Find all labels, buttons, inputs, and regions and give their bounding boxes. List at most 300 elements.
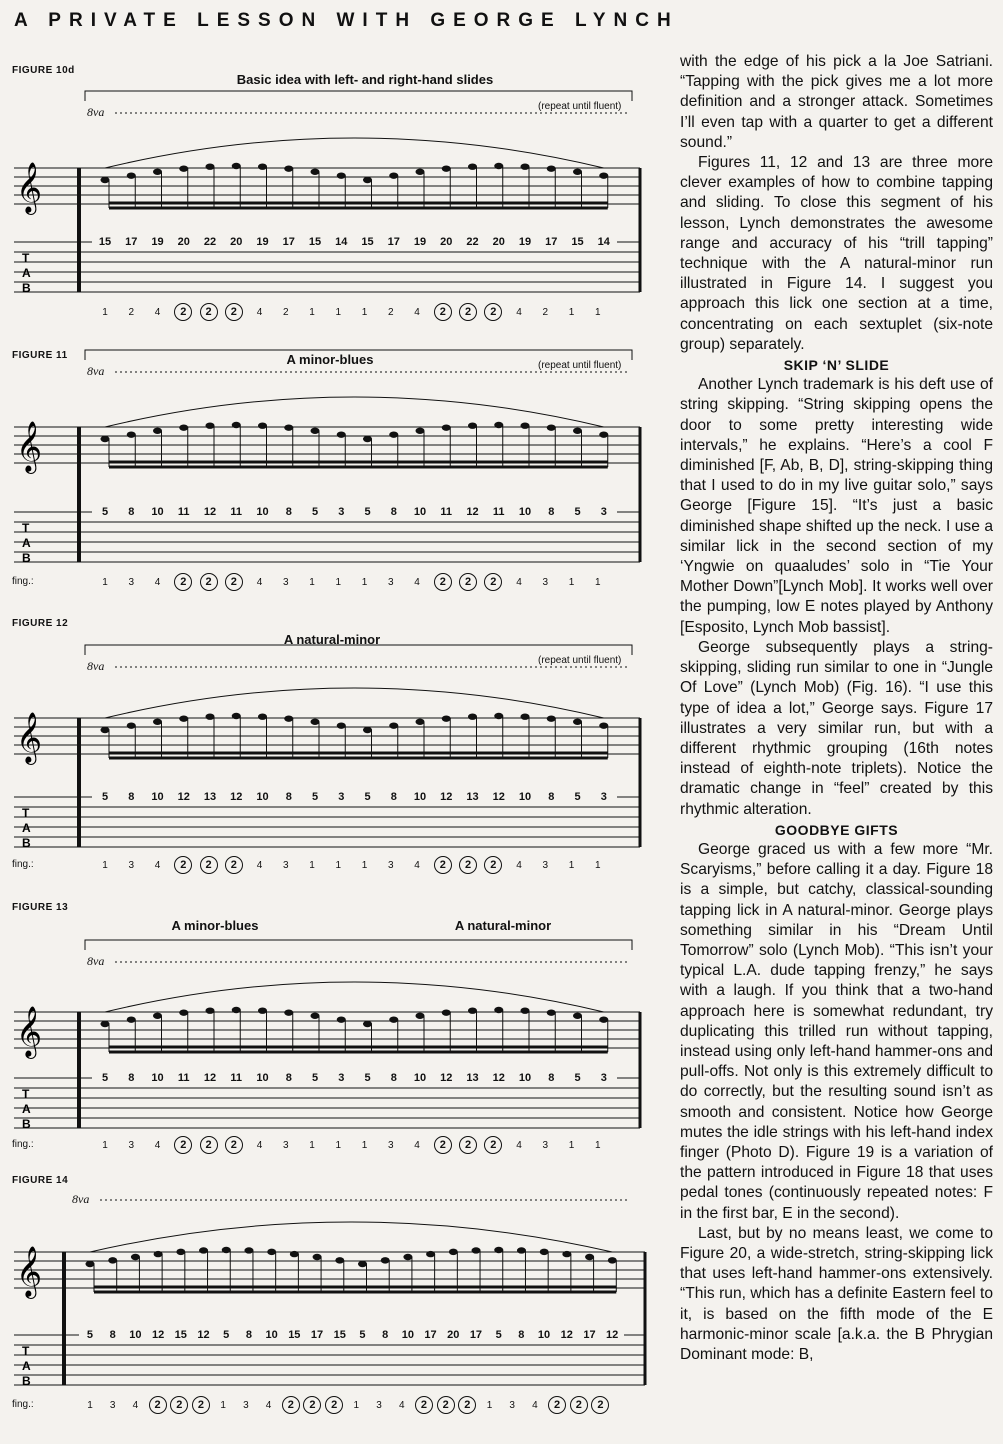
tab-number: 8 bbox=[381, 506, 407, 518]
tab-letter: T bbox=[22, 1344, 30, 1358]
fingering-number: 3 bbox=[282, 1139, 289, 1151]
note-head bbox=[127, 172, 136, 178]
fingering-number: 3 bbox=[282, 576, 289, 588]
tab-number: 10 bbox=[249, 791, 275, 803]
tab-number: 5 bbox=[351, 1329, 374, 1341]
fingering-number: 1 bbox=[353, 1399, 360, 1411]
note-head bbox=[416, 1013, 425, 1019]
slur bbox=[105, 138, 604, 168]
tab-number: 8 bbox=[538, 1072, 564, 1084]
note-head bbox=[86, 1261, 95, 1267]
tab-number: 10 bbox=[144, 1072, 170, 1084]
fingering-number: 1 bbox=[361, 1139, 368, 1151]
note-head bbox=[179, 1009, 188, 1015]
tab-number: 5 bbox=[487, 1329, 510, 1341]
note-head bbox=[599, 431, 608, 437]
figure-label: FIGURE 13 bbox=[12, 902, 69, 913]
tab-number: 5 bbox=[564, 1072, 590, 1084]
fingering-number: 2 bbox=[170, 1396, 188, 1414]
tab-letter: B bbox=[22, 836, 31, 850]
fingering-label: fing.: bbox=[12, 1399, 34, 1410]
tab-number: 20 bbox=[433, 236, 459, 248]
note-head bbox=[127, 431, 136, 437]
note-head bbox=[206, 713, 215, 719]
tab-number: 5 bbox=[354, 791, 380, 803]
figure-title: Basic idea with left- and right-hand slides bbox=[236, 72, 494, 87]
tab-letter: B bbox=[22, 1117, 31, 1131]
fingering-number: 2 bbox=[200, 573, 218, 591]
tab-number: 15 bbox=[564, 236, 590, 248]
note-head bbox=[337, 172, 346, 178]
tab-number: 5 bbox=[564, 791, 590, 803]
fingering-number: 2 bbox=[437, 1396, 455, 1414]
tab-number: 3 bbox=[591, 1072, 617, 1084]
fingering-label: fing.: bbox=[12, 1139, 34, 1150]
note-head bbox=[521, 713, 530, 719]
fingering-number: 2 bbox=[458, 1396, 476, 1414]
note-head bbox=[521, 422, 530, 428]
fingering-number: 1 bbox=[594, 306, 601, 318]
note-head bbox=[284, 165, 293, 171]
fingering-number: 3 bbox=[128, 1139, 135, 1151]
tab-number: 12 bbox=[486, 791, 512, 803]
tab-letter: T bbox=[22, 1087, 30, 1101]
note-head bbox=[468, 163, 477, 169]
fingering-number: 2 bbox=[459, 1136, 477, 1154]
tab-numbers bbox=[92, 506, 617, 518]
note-head bbox=[284, 424, 293, 430]
fingering-number: 1 bbox=[309, 576, 315, 588]
fingering-number: 2 bbox=[434, 1136, 452, 1154]
note-head bbox=[363, 1021, 372, 1027]
tab-number: 10 bbox=[124, 1329, 147, 1341]
paragraph: George graced us with a few more “Mr. Scaryisms,” before calling it a day. Figure 18 is a simple, but catchy, classical-sounding tapping lick in A natural-minor. George plays something similar in his “Dream Until Tomorrow” solo (Lynch Mob). “This isn’t your typical L.A. dude tapping frenzy,” he says with a laugh. If you think that a two-hand approach here is somewhat redundant, try duplicating this trilled run without tapping, instead using only left-hand hammer-ons and pull-offs. Not only is this extremely difficult to do correctly, but the resulting sound isn’t as smooth and consistent. Notice how George mutes the idle strings with his left-hand index finger (Photo D). Figure 19 is a variation of the pattern introduced in Figure 18 that uses pedal tones (continuously repeated notes: F in the first bar, E in the second). bbox=[680, 840, 993, 1222]
fingering-number: 2 bbox=[225, 303, 243, 321]
note-head bbox=[363, 177, 372, 183]
fingering-number: 1 bbox=[102, 1139, 108, 1151]
note-head bbox=[585, 1254, 594, 1260]
fingering-number: 1 bbox=[594, 1139, 601, 1151]
repeat-instruction: (repeat until fluent) bbox=[538, 101, 622, 112]
note-head bbox=[108, 1257, 117, 1263]
note-head bbox=[599, 172, 608, 178]
tab-number: 11 bbox=[171, 1072, 197, 1084]
tab-number: 8 bbox=[118, 1072, 144, 1084]
note-head bbox=[416, 169, 425, 175]
slur bbox=[90, 1222, 612, 1252]
fingering-number: 2 bbox=[128, 306, 135, 318]
fingering-number: 2 bbox=[459, 303, 477, 321]
tab-number: 15 bbox=[92, 236, 118, 248]
note-head bbox=[449, 1249, 458, 1255]
tab-number: 8 bbox=[276, 506, 302, 518]
fingering-number: 3 bbox=[376, 1399, 382, 1411]
fingering-number: 2 bbox=[459, 856, 477, 874]
tab-number: 11 bbox=[223, 506, 249, 518]
tab-number: 5 bbox=[564, 506, 590, 518]
octava-mark: 8va bbox=[87, 659, 105, 673]
fingering-number: 1 bbox=[594, 576, 601, 588]
fingering-number: 3 bbox=[243, 1399, 249, 1411]
note-head bbox=[311, 428, 320, 434]
tab-letter: A bbox=[22, 821, 31, 835]
tab-number: 10 bbox=[512, 1072, 538, 1084]
octava-mark: 8va bbox=[72, 1192, 90, 1206]
note-head bbox=[573, 1013, 582, 1019]
note-head bbox=[153, 169, 162, 175]
tab-letter: A bbox=[22, 1102, 31, 1116]
tab-number: 22 bbox=[197, 236, 223, 248]
fingering-label: fing.: bbox=[12, 859, 34, 870]
tab-number: 3 bbox=[328, 1072, 354, 1084]
note-head bbox=[311, 719, 320, 725]
fingering-number: 2 bbox=[548, 1396, 566, 1414]
fingering-number: 1 bbox=[309, 1139, 315, 1151]
note-head bbox=[468, 713, 477, 719]
octava-mark: 8va bbox=[87, 954, 105, 968]
note-head bbox=[573, 169, 582, 175]
note-head bbox=[290, 1251, 299, 1257]
fingering-number: 4 bbox=[516, 1139, 522, 1151]
tab-number: 5 bbox=[302, 506, 328, 518]
treble-clef: 𝄞 bbox=[16, 712, 43, 763]
tab-number: 14 bbox=[328, 236, 354, 248]
tab-number: 11 bbox=[486, 506, 512, 518]
tab-letter: T bbox=[22, 251, 30, 265]
tab-number: 12 bbox=[223, 791, 249, 803]
section-heading: GOODBYE GIFTS bbox=[774, 821, 899, 838]
note-head bbox=[521, 163, 530, 169]
fingering-row bbox=[92, 573, 611, 591]
note-head bbox=[313, 1254, 322, 1260]
fingering-number: 3 bbox=[109, 1399, 116, 1411]
tab-number: 12 bbox=[192, 1329, 215, 1341]
tab-number: 17 bbox=[276, 236, 302, 248]
tab-number: 5 bbox=[92, 506, 118, 518]
tab-number: 17 bbox=[578, 1329, 601, 1341]
note-head bbox=[547, 165, 556, 171]
fingering-number: 4 bbox=[516, 576, 522, 588]
fingering-number: 4 bbox=[132, 1399, 139, 1411]
article-text bbox=[680, 52, 993, 1365]
note-head bbox=[127, 722, 136, 728]
tab-number: 5 bbox=[92, 1072, 118, 1084]
fingering-number: 4 bbox=[414, 306, 420, 318]
figure-label: FIGURE 11 bbox=[12, 350, 68, 361]
fingering-number: 4 bbox=[256, 576, 263, 588]
note-head bbox=[494, 1247, 503, 1253]
note-head bbox=[472, 1247, 481, 1253]
paragraph: George subsequently plays a string-skipping, sliding run similar to one in “Jungle Of Love” (Lynch Mob) (Fig. 16). “I use this type of idea a lot,” George says. Figure 17 illustrates a very similar run, but with a different rhythmic grouping (16th notes instead of eighth-note triplets). Notice the dramatic change in “feel” created by this rhythmic alteration. bbox=[680, 638, 993, 818]
tab-number: 20 bbox=[486, 236, 512, 248]
tab-number: 19 bbox=[512, 236, 538, 248]
fingering-number: 2 bbox=[542, 306, 549, 318]
note-head bbox=[258, 1007, 267, 1013]
note-head bbox=[232, 1007, 241, 1013]
note-head bbox=[599, 722, 608, 728]
fingering-number: 2 bbox=[303, 1396, 321, 1414]
tab-number: 17 bbox=[465, 1329, 488, 1341]
note-head bbox=[468, 422, 477, 428]
fingering-number: 2 bbox=[192, 1396, 210, 1414]
tab-number: 8 bbox=[381, 791, 407, 803]
slur bbox=[105, 982, 604, 1012]
tab-number: 12 bbox=[555, 1329, 578, 1341]
note-head bbox=[284, 715, 293, 721]
fingering-number: 1 bbox=[220, 1399, 226, 1411]
figure-title: A minor-blues bbox=[286, 352, 374, 367]
tab-number: 5 bbox=[215, 1329, 238, 1341]
tab-number: 12 bbox=[601, 1329, 624, 1341]
fingering-number: 4 bbox=[265, 1399, 272, 1411]
paragraph: Another Lynch trademark is his deft use of string skipping. “String skipping opens the door to some pretty interesting wide intervals,” he explains. “Here’s a cool F diminished [F, Ab, B, D], string-skipping thing that I used to do in my live guitar solo,” says George [Figure 15]. “It’s just a basic diminished shape shifted up the neck. I use a similar lick in the second section of my ‘Yngwie on quaaludes’ solo in “Tie Your Mother Down”[Lynch Mob]. It works well over the pumping, low E notes played by Anthony [Esposito, Lynch Mob bassist]. bbox=[680, 376, 993, 636]
fingering-number: 3 bbox=[387, 576, 394, 588]
tab-number: 19 bbox=[144, 236, 170, 248]
fingering-number: 2 bbox=[434, 856, 452, 874]
fingering-number: 2 bbox=[484, 856, 502, 874]
fingering-number: 4 bbox=[256, 306, 263, 318]
tab-number: 14 bbox=[591, 236, 617, 248]
note-head bbox=[335, 1257, 344, 1263]
note-head bbox=[179, 715, 188, 721]
note-head bbox=[311, 169, 320, 175]
treble-clef: 𝄞 bbox=[16, 421, 43, 472]
note-head bbox=[442, 715, 451, 721]
note-head bbox=[426, 1251, 435, 1257]
tab-number: 15 bbox=[302, 236, 328, 248]
fingering-label: fing.: bbox=[12, 576, 34, 587]
fingering-number: 4 bbox=[414, 859, 420, 871]
figure-title: A minor-blues bbox=[171, 918, 259, 933]
fingering-number: 1 bbox=[335, 576, 342, 588]
tab-number: 17 bbox=[419, 1329, 442, 1341]
fingering-row bbox=[92, 303, 611, 321]
fingering-number: 1 bbox=[102, 306, 108, 318]
octava-mark: 8va bbox=[87, 364, 105, 378]
tab-number: 3 bbox=[591, 506, 617, 518]
note-head bbox=[494, 1007, 503, 1013]
tab-number: 8 bbox=[374, 1329, 397, 1341]
tab-number: 8 bbox=[538, 791, 564, 803]
fingering-number: 2 bbox=[484, 1136, 502, 1154]
tab-number: 11 bbox=[223, 1072, 249, 1084]
tab-letter: B bbox=[22, 1374, 31, 1388]
fingering-number: 4 bbox=[154, 1139, 161, 1151]
note-head bbox=[389, 172, 398, 178]
fingering-number: 1 bbox=[102, 576, 108, 588]
tab-number: 10 bbox=[144, 506, 170, 518]
tab-number: 20 bbox=[442, 1329, 465, 1341]
figure-label: FIGURE 12 bbox=[12, 618, 69, 629]
note-head bbox=[442, 1009, 451, 1015]
note-head bbox=[337, 1016, 346, 1022]
bracket-line bbox=[85, 940, 632, 950]
slur bbox=[105, 688, 604, 718]
fingering-number: 1 bbox=[568, 576, 575, 588]
fingering-number: 2 bbox=[387, 306, 394, 318]
note-head bbox=[232, 422, 241, 428]
note-head bbox=[258, 422, 267, 428]
fingering-number: 1 bbox=[87, 1399, 93, 1411]
note-head bbox=[127, 1016, 136, 1022]
fingering-number: 2 bbox=[570, 1396, 588, 1414]
note-head bbox=[311, 1013, 320, 1019]
fingering-number: 3 bbox=[387, 1139, 394, 1151]
tab-numbers bbox=[92, 236, 617, 248]
note-head bbox=[599, 1016, 608, 1022]
tab-number: 8 bbox=[381, 1072, 407, 1084]
note-head bbox=[258, 713, 267, 719]
note-head bbox=[389, 722, 398, 728]
note-head bbox=[358, 1261, 367, 1267]
fingering-number: 1 bbox=[335, 306, 342, 318]
tab-number: 3 bbox=[591, 791, 617, 803]
octava-mark: 8va bbox=[87, 105, 105, 119]
fingering-number: 2 bbox=[174, 303, 192, 321]
fingering-number: 3 bbox=[128, 859, 135, 871]
fingering-number: 4 bbox=[398, 1399, 405, 1411]
tab-number: 15 bbox=[328, 1329, 351, 1341]
note-head bbox=[153, 719, 162, 725]
fingering-row bbox=[92, 1136, 611, 1154]
tab-letter: B bbox=[22, 551, 31, 565]
tab-number: 13 bbox=[459, 1072, 485, 1084]
note-head bbox=[389, 1016, 398, 1022]
fingering-number: 1 bbox=[309, 859, 315, 871]
tab-letter: A bbox=[22, 1359, 31, 1373]
tab-number: 8 bbox=[538, 506, 564, 518]
tab-number: 17 bbox=[306, 1329, 329, 1341]
fingering-number: 3 bbox=[282, 859, 289, 871]
tab-number: 5 bbox=[92, 791, 118, 803]
repeat-instruction: (repeat until fluent) bbox=[538, 360, 622, 371]
tab-number: 12 bbox=[171, 791, 197, 803]
tab-number: 17 bbox=[118, 236, 144, 248]
tab-numbers bbox=[79, 1329, 624, 1341]
fingering-number: 1 bbox=[568, 859, 575, 871]
tab-numbers bbox=[92, 791, 617, 803]
note-head bbox=[363, 436, 372, 442]
tab-numbers bbox=[92, 1072, 617, 1084]
tab-number: 8 bbox=[510, 1329, 533, 1341]
note-head bbox=[608, 1257, 617, 1263]
tab-number: 5 bbox=[302, 1072, 328, 1084]
note-head bbox=[101, 727, 110, 733]
fingering-number: 2 bbox=[415, 1396, 433, 1414]
paragraph: Last, but by no means least, we come to Figure 20, a wide-stretch, string-skipping lick that uses left-hand hammer-ons extensively. “This run, which has a definite Eastern feel to it, is based on the fifth mode of the E harmonic-minor scale [a.k.a. the B Phrygian Dominant mode: B, bbox=[680, 1224, 993, 1363]
note-head bbox=[416, 428, 425, 434]
note-head bbox=[131, 1254, 140, 1260]
tab-number: 10 bbox=[407, 506, 433, 518]
note-head bbox=[206, 163, 215, 169]
note-head bbox=[232, 713, 241, 719]
note-head bbox=[562, 1251, 571, 1257]
note-head bbox=[517, 1247, 526, 1253]
tab-number: 5 bbox=[354, 1072, 380, 1084]
treble-clef: 𝄞 bbox=[16, 162, 43, 213]
fingering-number: 2 bbox=[200, 856, 218, 874]
tab-number: 12 bbox=[197, 506, 223, 518]
note-head bbox=[258, 163, 267, 169]
paragraph: with the edge of his pick a la Joe Satriani. “Tapping with the pick gives me a lot more definition and a stronger attack. Sometimes I’ll even tap with a quarter to get a different sound.” bbox=[680, 53, 993, 151]
fingering-number: 4 bbox=[154, 576, 161, 588]
tab-number: 8 bbox=[276, 791, 302, 803]
tab-letter: T bbox=[22, 806, 30, 820]
fingering-number: 4 bbox=[516, 306, 522, 318]
note-head bbox=[547, 715, 556, 721]
fingering-number: 1 bbox=[568, 306, 575, 318]
fingering-number: 1 bbox=[335, 859, 342, 871]
tab-number: 12 bbox=[433, 1072, 459, 1084]
tab-number: 15 bbox=[354, 236, 380, 248]
note-head bbox=[222, 1247, 231, 1253]
fingering-number: 4 bbox=[256, 1139, 263, 1151]
note-head bbox=[337, 722, 346, 728]
note-head bbox=[179, 165, 188, 171]
fingering-number: 2 bbox=[200, 1136, 218, 1154]
fingering-number: 1 bbox=[568, 1139, 575, 1151]
tab-number: 15 bbox=[169, 1329, 192, 1341]
repeat-instruction: (repeat until fluent) bbox=[538, 655, 622, 666]
fingering-number: 3 bbox=[509, 1399, 515, 1411]
note-head bbox=[206, 422, 215, 428]
tab-letter: T bbox=[22, 521, 30, 535]
figure-label: FIGURE 10d bbox=[12, 65, 75, 76]
fingering-number: 2 bbox=[225, 1136, 243, 1154]
fingering-number: 2 bbox=[434, 573, 452, 591]
fingering-number: 4 bbox=[414, 1139, 420, 1151]
fingering-number: 2 bbox=[174, 573, 192, 591]
tab-number: 8 bbox=[276, 1072, 302, 1084]
treble-clef: 𝄞 bbox=[16, 1246, 43, 1297]
tab-number: 11 bbox=[171, 506, 197, 518]
fingering-number: 1 bbox=[361, 859, 368, 871]
tab-number: 10 bbox=[407, 1072, 433, 1084]
tab-number: 19 bbox=[407, 236, 433, 248]
page-header: A PRIVATE LESSON WITH GEORGE LYNCH bbox=[14, 10, 679, 31]
fingering-number: 4 bbox=[154, 306, 161, 318]
tab-number: 15 bbox=[283, 1329, 306, 1341]
note-head bbox=[232, 163, 241, 169]
tab-number: 10 bbox=[249, 1072, 275, 1084]
fingering-number: 4 bbox=[154, 859, 161, 871]
note-head bbox=[199, 1247, 208, 1253]
tab-number: 10 bbox=[512, 506, 538, 518]
tab-number: 10 bbox=[512, 791, 538, 803]
tab-number: 3 bbox=[328, 791, 354, 803]
fingering-number: 2 bbox=[174, 856, 192, 874]
fingering-number: 1 bbox=[361, 306, 368, 318]
bracket-line bbox=[85, 91, 632, 101]
note-head bbox=[521, 1007, 530, 1013]
note-head bbox=[267, 1249, 276, 1255]
note-head bbox=[573, 428, 582, 434]
note-head bbox=[494, 163, 503, 169]
note-head bbox=[494, 713, 503, 719]
tab-number: 10 bbox=[396, 1329, 419, 1341]
tab-number: 17 bbox=[381, 236, 407, 248]
tab-number: 8 bbox=[118, 506, 144, 518]
fingering-number: 2 bbox=[484, 303, 502, 321]
figure-label: FIGURE 14 bbox=[12, 1175, 69, 1186]
tab-number: 8 bbox=[238, 1329, 261, 1341]
note-head bbox=[494, 422, 503, 428]
fingering-number: 4 bbox=[256, 859, 263, 871]
note-head bbox=[442, 424, 451, 430]
slur bbox=[105, 397, 604, 427]
note-head bbox=[363, 727, 372, 733]
fingering-number: 2 bbox=[174, 1136, 192, 1154]
